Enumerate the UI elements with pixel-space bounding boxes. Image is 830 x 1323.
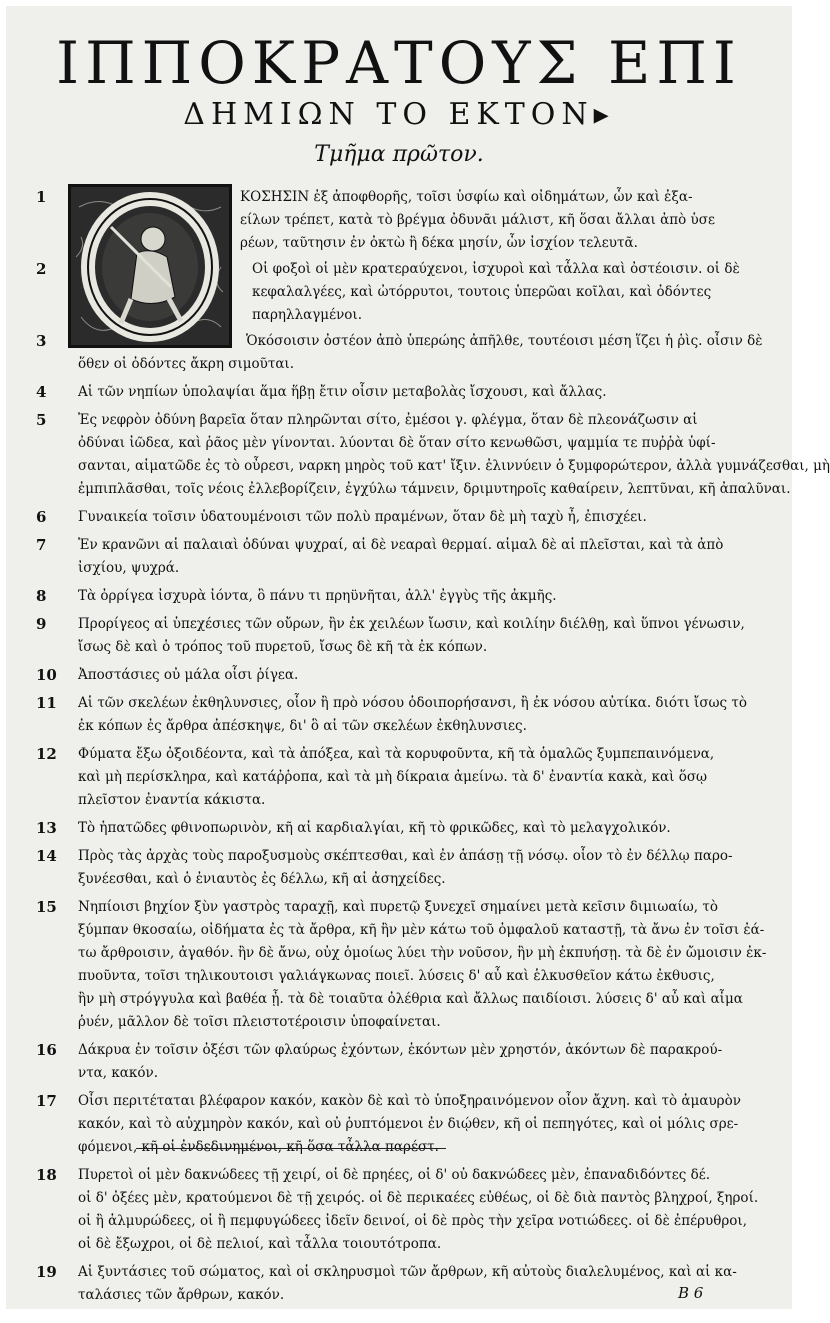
signature-mark: B 6 [678,1284,704,1302]
paragraph-number: 12 [36,745,57,763]
text-line: ξυνέεσθαι, καὶ ὁ ἐνιαυτὸς ἐς δέλλω, κῆ αἱ ἀσηχείδες. [78,871,446,887]
text-line: Ἐς νεφρὸν ὀδύνη βαρεῖα ὅταν πληρῶνται σίτο, ἐμέσοι γ. φλέγμα, ὅταν δὲ πλεονάζωσιν αἱ [78,412,698,428]
paragraph-number: 3 [36,332,47,350]
text-line: ὅθεν οἱ ὀδόντες ἄκρη σιμοῦται. [78,356,295,372]
decorated-initial-o-illustration [68,184,232,348]
paragraph [78,381,776,404]
paragraph [78,1164,776,1256]
paragraph [78,613,776,659]
paragraph-number: 14 [36,847,57,865]
text-line: Ὁκόσοισιν ὀστέον ἀπὸ ὑπερώης ἀπῆλθε, τουτέοισι μέση ἵζει ἡ ῥὶς. οἷσιν δὲ [246,333,763,349]
paragraph-number: 5 [36,411,47,429]
paragraph [78,817,776,840]
book-page [6,6,830,1309]
text-line: Αἱ τῶν σκελέων ἐκθηλυνσιες, οἷον ἢ πρὸ νόσου ὁδοιπορήσανσι, ἢ ἐκ νόσου αὐτίκα. διότι ἴσως τὸ [78,695,748,711]
paragraph-number: 11 [36,694,57,712]
paragraph-number: 8 [36,587,47,605]
paragraph [78,692,776,738]
text-line: Δάκρυα ἐν τοῖσιν ὀξέσι τῶν φλαύρως ἐχόντων, ἑκόντων μὲν χρηστόν, ἀκόντων δὲ παρακρού- [78,1042,723,1058]
section-heading: Τμῆμα πρῶτον. [314,142,484,167]
text-line: ρέων, ταῦτησιν ἐν ὀκτὼ ἢ δέκα μησίν, ὧν ἰσχίον τελευτᾶ. [240,235,638,251]
paragraph [78,896,776,1034]
paragraph [78,506,776,529]
text-line: ταλάσιες τῶν ἄρθρων, κακόν. [78,1287,285,1303]
paragraph-number: 17 [36,1092,57,1110]
text-line: ἰσχίου, ψυχρά. [78,560,180,576]
paragraph [240,186,776,255]
text-line: Νηπίοισι βηχίον ξὺν γαστρὸς ταραχῇ, καὶ πυρετῷ ξυνεχεῖ σημαίνει μετὰ κεῖσιν διμιωαίω, τὸ [78,899,718,915]
text-line: Φύματα ἔξω ὀξοιδέοντα, καὶ τὰ ἀπόξεα, καὶ τὰ κορυφοῦντα, κῆ τὰ ὁμαλῶς ξυμπεπαινόμενα, [78,746,715,762]
text-line: Πρὸς τὰς ἀρχὰς τοὺς παροξυσμοὺς σκέπτεσθαι, καὶ ἐν ἁπάσῃ τῇ νόσῳ. οἷον τὸ ἐν δέλλῳ παρο- [78,848,733,864]
paragraph-number: 15 [36,898,57,916]
paragraph-number: 16 [36,1041,57,1059]
paragraph-number: 1 [36,188,47,206]
text-line: Ἀποστάσιες οὐ μάλα οἷσι ῥίγεα. [78,667,299,683]
paragraph-number: 18 [36,1166,57,1184]
page-subtitle: ΔΗΜΙΩΝ ΤΟ ΕΚΤΟΝ▸ [183,97,615,132]
paragraph-number: 6 [36,508,47,526]
paragraph [78,664,776,687]
text-line: πυοῦντα, τοῖσι τηλικουτοισι γαλιάγκωνας ποιεῖ. λύσεις δ' αὖ καὶ ἑλκυσθεῖον κάτω ἐκθυσις, [78,968,715,984]
paragraph-number: 10 [36,666,57,684]
text-line: Γυναικεία τοῖσιν ὑδατουμένοισι τῶν πολὺ πραμένων, ὅταν δὲ μὴ ταχὺ ἦ, ἐπισχέει. [78,509,647,525]
text-line: ΚΟΣΗΣΙΝ ἐξ ἀποφθορῆς, τοῖσι ὑσφίω καὶ οἰδημάτων, ὧν καὶ ἐξα- [240,189,693,205]
text-line: ἐκ κόπων ἐς ἄρθρα ἀπέσκηψε, δι' ὃ αἱ τῶν σκελέων ἐκθηλυνσιες. [78,718,527,734]
paragraph [78,534,776,580]
text-line: Αἱ ξυντάσιες τοῦ σώματος, καὶ οἱ σκληρυσμοὶ τῶν ἄρθρων, κῆ αὐτοὺς διαλελυμένος, καὶ αἱ κα- [78,1264,737,1280]
paragraph-number: 4 [36,383,47,401]
paragraph [78,585,776,608]
text-line: ξύμπαν θκοσαίω, οἰδήματα ἐς τὰ ἄρθρα, κῆ ἢν μὲν κάτω τοῦ ὀμφαλοῦ καταστῇ, τὰ ἄνω ἐν τοῖσι ἐά- [78,922,765,938]
paragraph [78,1261,776,1307]
page-title: ΙΠΠΟΚΡΑΤΟΥΣ ΕΠΙ [56,29,742,97]
text-line: κεφαλαλγέες, καὶ ὠτόρρυτοι, τουτοις ὑπερῶαι κοῖλαι, καὶ ὀδόντες [252,284,712,300]
text-line: φόμενοι, κῆ οἱ ἐνδεδινημένοι, κῆ ὅσα τἆλλα παρέστ. [78,1139,439,1155]
text-line: παρηλλαγμένοι. [252,307,362,323]
text-line: Πυρετοὶ οἱ μὲν δακνώδεες τῇ χειρί, οἱ δὲ πρηέες, οἱ δ' οὐ δακνώδεες μὲν, ἐπαναδιδόντες δέ. [78,1167,711,1183]
text-line: καὶ μὴ περίσκληρα, καὶ κατάῤῥοπα, καὶ τὰ μὴ δίκραια ἀμείνω. τὰ δ' ἐναντία κακὰ, καὶ ὅσῳ [78,769,708,785]
text-line: Αἱ τῶν νηπίων ὑπολαψίαι ἅμα ἥβῃ ἔτιν οἷσιν μεταβολὰς ἴσχουσι, καὶ ἄλλας. [78,384,607,400]
text-line: Προρίγεος αἱ ὑπεχέσιες τῶν οὔρων, ἢν ἐκ χειλέων ἴωσιν, καὶ κοιλίην διέλθῃ, καὶ ὕπνοι γένωσιν, [78,616,745,632]
text-line: Τὸ ἡπατῶδες φθινοπωρινὸν, κῆ αἱ καρδιαλγίαι, κῆ τὸ φρικῶδες, καὶ τὸ μελαγχολικόν. [78,820,671,836]
paragraph [78,1039,776,1085]
text-line: τω ἄρθροισιν, ἀγαθόν. ἢν δὲ ἄνω, οὐχ ὁμοίως λύει τὴν νοῦσον, ἢν μὴ ἐκπυήσῃ. τὰ δὲ ἐν ὤμοισιν ἐκ- [78,945,767,961]
text-line: οἱ δὲ ἔξωχροι, οἱ δὲ πελιοί, καὶ τἆλλα τοιουτότροπα. [78,1236,442,1252]
text-line: οἱ ἢ ἁλμυρώδεες, οἱ ἢ πεμφυγώδεες ἰδεῖν δεινοί, οἱ δὲ πρὸς τὴν χεῖρα νοτιώδεες. οἱ δὲ ἐπέρυθροι, [78,1213,748,1229]
paragraph-number: 19 [36,1263,57,1281]
text-line: Οἷσι περιτέταται βλέφαρον κακόν, κακὸν δὲ καὶ τὸ ὑποξηραινόμενον οἷον ἄχνη. καὶ τὸ ἀμαυρὸν [78,1093,741,1109]
paragraph [252,258,776,327]
text-line: κακόν, καὶ τὸ αὐχμηρὸν κακόν, καὶ οὐ ῥυπτόμενοι ἐν διῴθεν, κῆ οἱ πεπηγότες, καὶ οἱ μόλις σρε- [78,1116,739,1132]
text-line: Ἐν κρανῶνι αἱ παλαιαὶ ὀδύναι ψυχραί, αἱ δὲ νεαραὶ θερμαί. αἱμαλ δὲ αἱ πλεῖσται, καὶ τὰ ἀπὸ [78,537,724,553]
text-line: ὀδύναι ἰῶδεα, καὶ ῥᾶος μὲν γίνονται. λύονται δὲ ὅταν σίτο κενωθῶσι, ψαμμία τε πυῤῥὰ ὑφί- [78,435,716,451]
woodcut-figure-icon [71,187,229,345]
paragraph-number: 7 [36,536,47,554]
text-line: Οἱ φοξοὶ οἱ μὲν κρατεραύχενοι, ἰσχυροὶ καὶ τἆλλα καὶ ὀστέοισιν. οἱ δὲ [252,261,740,277]
paragraph-number: 2 [36,260,47,278]
text-line: οἱ δ' ὀξέες μὲν, κρατούμενοι δὲ τῇ χειρός. οἱ δὲ περικαέες εὐθέως, οἱ δὲ διὰ παντὸς βληχροί, ξηροί. [78,1190,759,1206]
text-line: είλων τρέπετ, κατὰ τὸ βρέγμα ὀδυνᾶι μάλιστ, κῆ ὅσαι ἄλλαι ἀπὸ ὑσε [240,212,715,228]
paragraph [78,330,776,376]
paragraph [78,845,776,891]
paragraph-number: 9 [36,615,47,633]
paragraph-number: 13 [36,819,57,837]
text-line: ἢν μὴ στρόγγυλα καὶ βαθέα ᾖ. τὰ δὲ τοιαῦτα ὀλέθρια καὶ ἄλλως παιδίοισι. λύσεις δ' αὖ καὶ αἷμα [78,991,743,1007]
handwritten-underline [136,1148,446,1149]
text-line: ῥυέν, μᾶλλον δὲ τοῖσι πλειστοτέροισιν ὑποφαίνεται. [78,1014,441,1030]
text-line: ἴσως δὲ καὶ ὁ τρόπος τοῦ πυρετοῦ, ἴσως δὲ κῆ τὰ ἐκ κόπων. [78,639,488,655]
paragraph [78,743,776,812]
paragraph [78,409,830,501]
text-line: ντα, κακόν. [78,1065,158,1081]
text-line: πλεῖστον ἐναντία κάκιστα. [78,792,266,808]
text-line: σανται, αἱματῶδε ἐς τὸ οὖρεσι, ναρκη μηρὸς τοῦ κατ' ἴξιν. ἐλιννύειν ὁ ξυμφορώτερον, ἀλλὰ γυμνάζεσθαι, μὴ [78,458,830,474]
text-line: Τὰ ὀρρίγεα ἰσχυρὰ ἰόντα, ὃ πάνυ τι πρηϋνῆται, ἀλλ' ἐγγὺς τῆς ἀκμῆς. [78,588,557,604]
text-line: ἐμπιπλᾶσθαι, τοῖς νέοις ἐλλεβορίζειν, ἐγχύλω τάμνειν, δριμυτηροῖς καθαίρειν, λεπτῦναι, κῆ ἀπαλῦναι. [78,481,791,497]
